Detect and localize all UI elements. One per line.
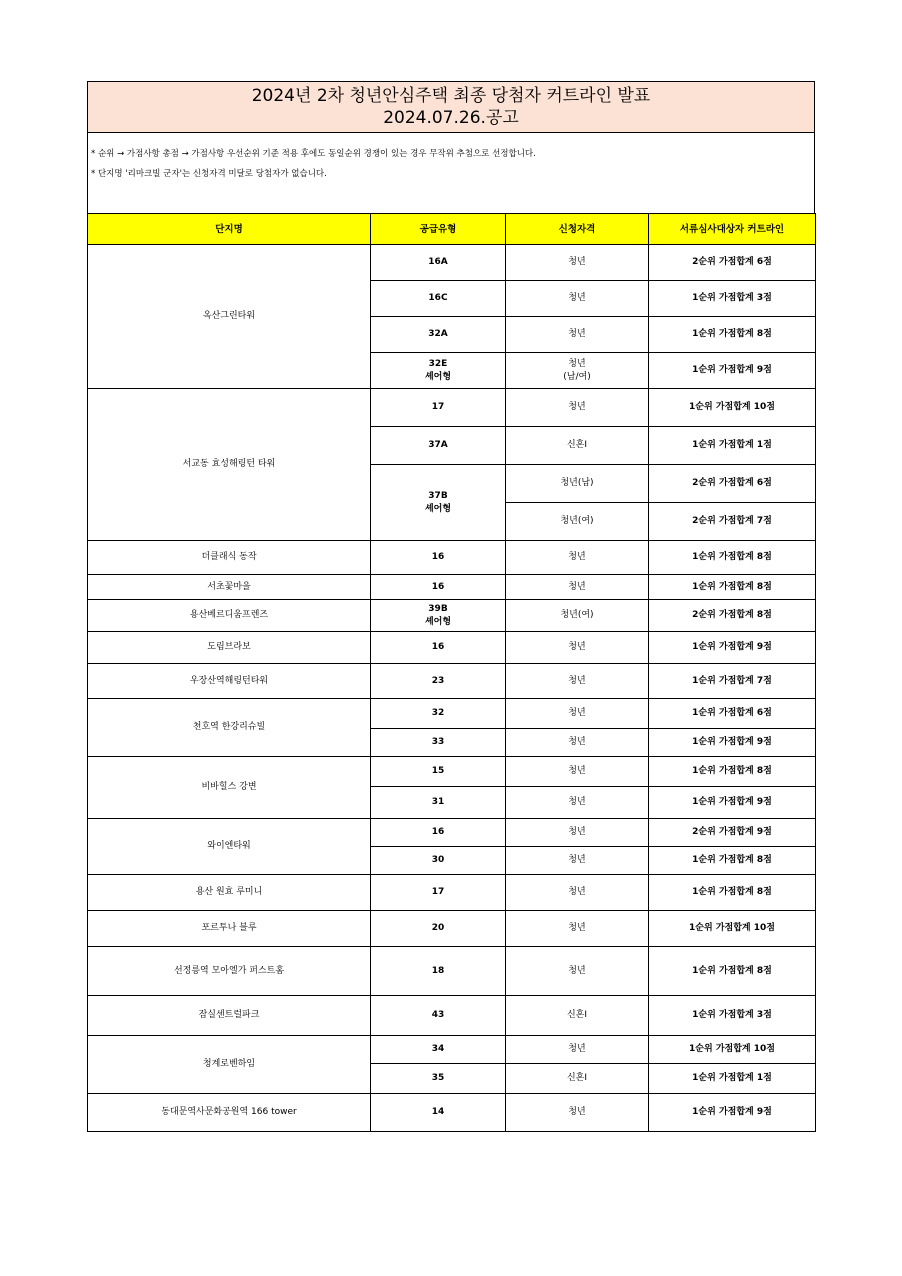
complex-name-cell: 천호역 한강리슈빌 xyxy=(88,699,371,757)
complex-name-cell: 우장산역해링턴타워 xyxy=(88,664,371,699)
qualification-cell: 신혼I xyxy=(506,996,649,1036)
cutline-cell: 2순위 가점합계 9점 xyxy=(649,819,816,847)
header-qualification: 신청자격 xyxy=(506,214,649,245)
supply-type-cell: 14 xyxy=(371,1094,506,1132)
qualification-cell: 신혼I xyxy=(506,427,649,465)
complex-name-cell: 동대문역사문화공원역 166 tower xyxy=(88,1094,371,1132)
table-body xyxy=(88,245,816,1132)
complex-name-cell: 더클래식 동작 xyxy=(88,541,371,575)
qualification-cell: 청년 xyxy=(506,1036,649,1064)
complex-name-cell: 포르투나 블루 xyxy=(88,911,371,947)
qualification-cell: 신혼I xyxy=(506,1064,649,1094)
qualification-cell: 청년 xyxy=(506,1094,649,1132)
cutline-cell: 1순위 가점합계 8점 xyxy=(649,541,816,575)
cutline-cell: 1순위 가점합계 6점 xyxy=(649,699,816,729)
cutline-cell: 1순위 가점합계 8점 xyxy=(649,947,816,996)
header-cutline: 서류심사대상자 커트라인 xyxy=(649,214,816,245)
complex-name-cell: 청계로벤하임 xyxy=(88,1036,371,1094)
supply-type-cell: 33 xyxy=(371,729,506,757)
cutline-cell: 2순위 가점합계 6점 xyxy=(649,245,816,281)
cutline-cell: 2순위 가점합계 6점 xyxy=(649,465,816,503)
announcement-date: 2024.07.26.공고 xyxy=(383,108,519,128)
qualification-cell: 청년 xyxy=(506,664,649,699)
supply-type-cell: 37A xyxy=(371,427,506,465)
cutline-cell: 1순위 가점합계 8점 xyxy=(649,757,816,787)
qualification-cell: 청년 xyxy=(506,875,649,911)
supply-type-cell: 32E 셰어형 xyxy=(371,353,506,389)
cutline-cell: 1순위 가점합계 10점 xyxy=(649,389,816,427)
cutline-cell: 1순위 가점합계 8점 xyxy=(649,317,816,353)
header-supply-type: 공급유형 xyxy=(371,214,506,245)
cutline-cell: 1순위 가점합계 1점 xyxy=(649,427,816,465)
cutline-cell: 1순위 가점합계 8점 xyxy=(649,847,816,875)
cutline-cell: 1순위 가점합계 10점 xyxy=(649,911,816,947)
cutline-sheet xyxy=(87,81,815,1132)
table-row xyxy=(88,1094,816,1132)
supply-type-cell: 18 xyxy=(371,947,506,996)
supply-type-cell: 16 xyxy=(371,819,506,847)
supply-type-cell: 35 xyxy=(371,1064,506,1094)
complex-name-cell: 잠실센트럴파크 xyxy=(88,996,371,1036)
table-row xyxy=(88,757,816,787)
complex-name-cell: 도림브라보 xyxy=(88,632,371,664)
cutline-cell: 1순위 가점합계 9점 xyxy=(649,1094,816,1132)
qualification-cell: 청년 xyxy=(506,389,649,427)
cutline-cell: 1순위 가점합계 8점 xyxy=(649,875,816,911)
table-row xyxy=(88,541,816,575)
table-row xyxy=(88,245,816,281)
cutline-cell: 1순위 가점합계 9점 xyxy=(649,787,816,819)
qualification-cell: 청년 xyxy=(506,911,649,947)
qualification-cell: 청년 (남/여) xyxy=(506,353,649,389)
table-row xyxy=(88,632,816,664)
supply-type-cell: 34 xyxy=(371,1036,506,1064)
supply-type-cell: 37B 셰어형 xyxy=(371,465,506,541)
qualification-cell: 청년 xyxy=(506,757,649,787)
note-tiebreak: * 순위 → 가점사항 총점 → 가점사항 우선순위 기준 적용 후에도 동일순위 경쟁이 있는 경우 무작위 추첨으로 선정합니다. xyxy=(91,149,536,159)
qualification-cell: 청년 xyxy=(506,729,649,757)
complex-name-cell: 서초꽃마을 xyxy=(88,575,371,600)
qualification-cell: 청년 xyxy=(506,819,649,847)
complex-name-cell: 서교동 효성해링턴 타워 xyxy=(88,389,371,541)
supply-type-cell: 16A xyxy=(371,245,506,281)
qualification-cell: 청년(여) xyxy=(506,600,649,632)
table-row xyxy=(88,600,816,632)
cutline-cell: 2순위 가점합계 8점 xyxy=(649,600,816,632)
qualification-cell: 청년 xyxy=(506,281,649,317)
table-row xyxy=(88,1036,816,1064)
table-row xyxy=(88,947,816,996)
note-no-winner: * 단지명 '리마크빌 군자'는 신청자격 미달로 당첨자가 없습니다. xyxy=(91,169,327,179)
qualification-cell: 청년 xyxy=(506,787,649,819)
cutline-cell: 1순위 가점합계 8점 xyxy=(649,575,816,600)
supply-type-cell: 39B 셰어형 xyxy=(371,600,506,632)
supply-type-cell: 16 xyxy=(371,575,506,600)
page-title: 2024년 2차 청년안심주택 최종 당첨자 커트라인 발표 xyxy=(251,86,651,106)
supply-type-cell: 16C xyxy=(371,281,506,317)
qualification-cell: 청년 xyxy=(506,575,649,600)
qualification-cell: 청년 xyxy=(506,245,649,281)
cutline-cell: 2순위 가점합계 7점 xyxy=(649,503,816,541)
cutline-table xyxy=(87,213,816,1132)
complex-name-cell: 와이엔타워 xyxy=(88,819,371,875)
supply-type-cell: 31 xyxy=(371,787,506,819)
cutline-cell: 1순위 가점합계 9점 xyxy=(649,729,816,757)
supply-type-cell: 17 xyxy=(371,875,506,911)
cutline-cell: 1순위 가점합계 9점 xyxy=(649,353,816,389)
table-row xyxy=(88,911,816,947)
supply-type-cell: 32A xyxy=(371,317,506,353)
supply-type-cell: 32 xyxy=(371,699,506,729)
table-row xyxy=(88,389,816,427)
complex-name-cell: 비바힐스 강변 xyxy=(88,757,371,819)
supply-type-cell: 16 xyxy=(371,632,506,664)
complex-name-cell: 옥산그린타워 xyxy=(88,245,371,389)
qualification-cell: 청년 xyxy=(506,947,649,996)
table-row xyxy=(88,875,816,911)
qualification-cell: 청년 xyxy=(506,699,649,729)
notes-box xyxy=(87,133,815,213)
qualification-cell: 청년 xyxy=(506,541,649,575)
table-row xyxy=(88,996,816,1036)
supply-type-cell: 23 xyxy=(371,664,506,699)
supply-type-cell: 20 xyxy=(371,911,506,947)
supply-type-cell: 16 xyxy=(371,541,506,575)
supply-type-cell: 43 xyxy=(371,996,506,1036)
qualification-cell: 청년(남) xyxy=(506,465,649,503)
supply-type-cell: 15 xyxy=(371,757,506,787)
table-header-row xyxy=(88,214,816,245)
qualification-cell: 청년 xyxy=(506,847,649,875)
title-box xyxy=(87,81,815,133)
cutline-cell: 1순위 가점합계 10점 xyxy=(649,1036,816,1064)
complex-name-cell: 선정릉역 모아엘가 퍼스트홈 xyxy=(88,947,371,996)
supply-type-cell: 17 xyxy=(371,389,506,427)
table-row xyxy=(88,664,816,699)
table-row xyxy=(88,819,816,847)
table-row xyxy=(88,699,816,729)
cutline-cell: 1순위 가점합계 3점 xyxy=(649,996,816,1036)
qualification-cell: 청년 xyxy=(506,317,649,353)
complex-name-cell: 용산 원효 루미니 xyxy=(88,875,371,911)
supply-type-cell: 30 xyxy=(371,847,506,875)
qualification-cell: 청년 xyxy=(506,632,649,664)
qualification-cell: 청년(여) xyxy=(506,503,649,541)
header-complex-name: 단지명 xyxy=(88,214,371,245)
cutline-cell: 1순위 가점합계 7점 xyxy=(649,664,816,699)
complex-name-cell: 용산베르디움프렌즈 xyxy=(88,600,371,632)
cutline-cell: 1순위 가점합계 1점 xyxy=(649,1064,816,1094)
cutline-cell: 1순위 가점합계 3점 xyxy=(649,281,816,317)
table-row xyxy=(88,575,816,600)
cutline-cell: 1순위 가점합계 9점 xyxy=(649,632,816,664)
